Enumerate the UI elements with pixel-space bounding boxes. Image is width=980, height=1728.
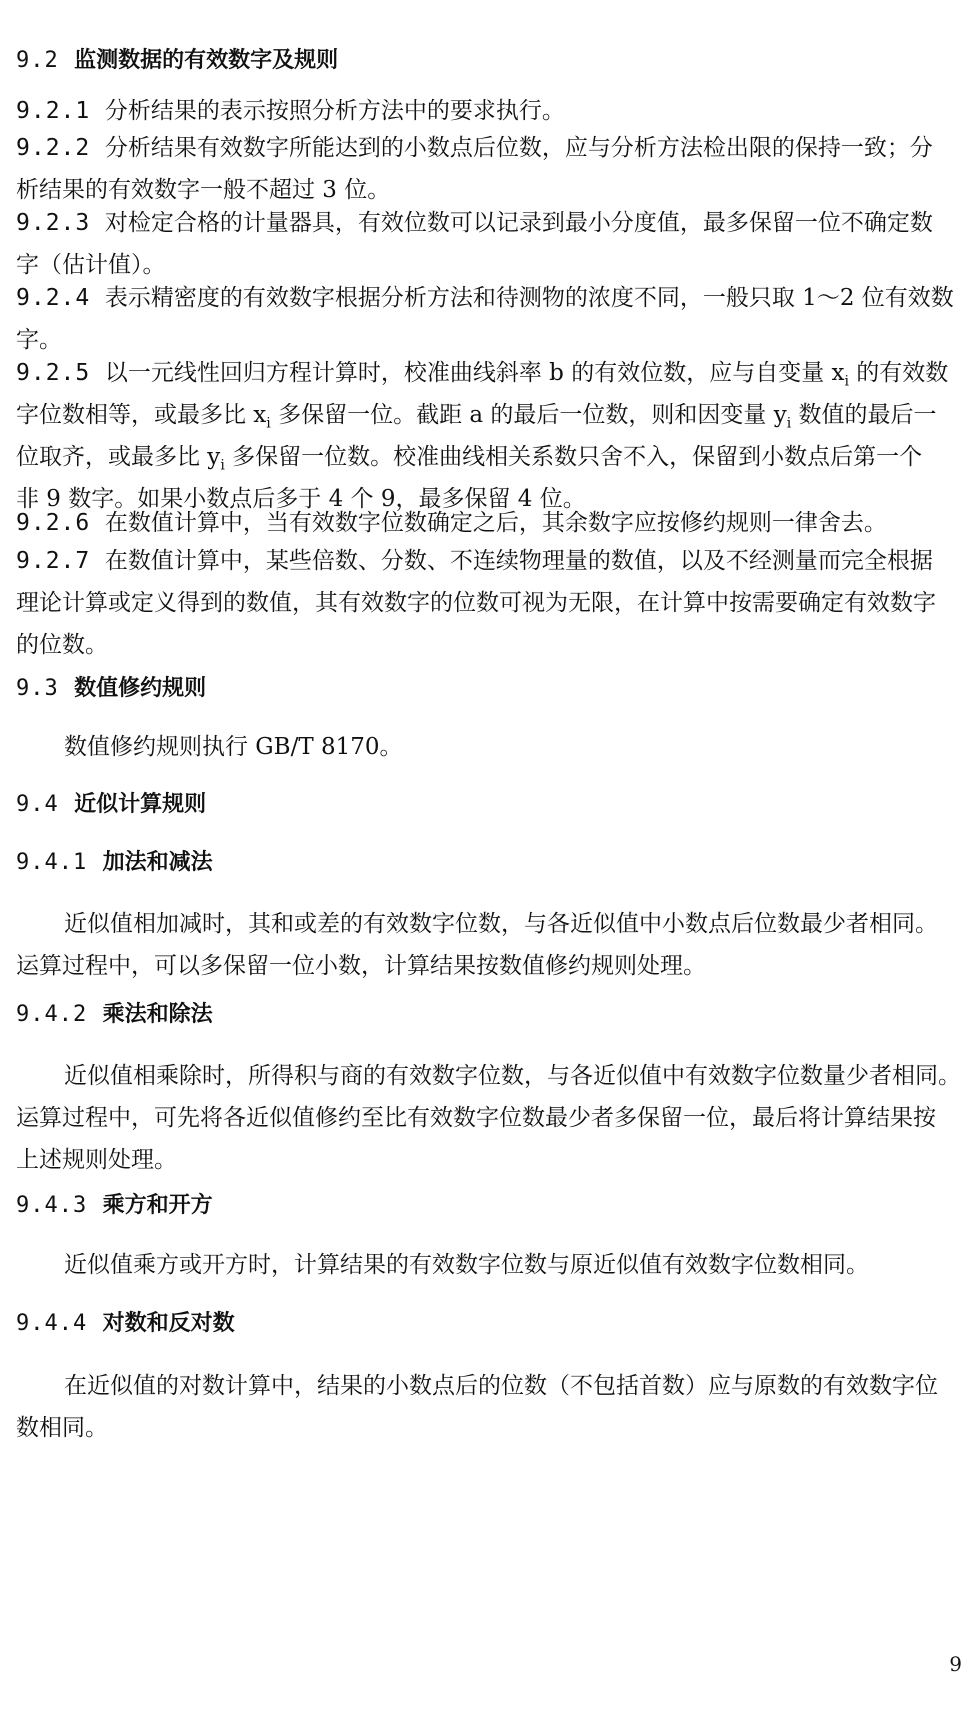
- section-9-3: [16, 668, 972, 710]
- paragraph-line: 数值修约规则执行 GB/T 8170。: [64, 734, 403, 760]
- section-9-4-2: [16, 994, 972, 1036]
- heading-9-4-2: 9.4.2 乘法和除法: [16, 1002, 213, 1027]
- section-9-4-3: [16, 1185, 972, 1227]
- section-9-4: [16, 784, 972, 826]
- paragraph-9-3: [16, 726, 972, 768]
- clause-9-2-5: [16, 352, 972, 520]
- clause-9-2-3: [16, 202, 972, 286]
- clause-line: 9.2.7 在数值计算中，某些倍数、分数、不连续物理量的数值，以及不经测量而完全根据: [16, 548, 933, 574]
- paragraph-line: 近似值相加减时，其和或差的有效数字位数，与各近似值中小数点后位数最少者相同。: [64, 911, 938, 937]
- clause-line: 9.2.4 表示精密度的有效数字根据分析方法和待测物的浓度不同，一般只取 1～2 位有效数: [16, 285, 954, 311]
- clause-line: 的位数。: [16, 632, 108, 658]
- paragraph-line: 近似值相乘除时，所得积与商的有效数字位数，与各近似值中有效数字位数量少者相同。: [64, 1063, 961, 1089]
- heading-9-2: 9.2 监测数据的有效数字及规则: [16, 48, 339, 73]
- clause-line: 9.2.5 以一元线性回归方程计算时，校准曲线斜率 b 的有效位数，应与自变量 $x_i$ 的有效数: [16, 360, 949, 390]
- clause-9-2-1: [16, 90, 972, 132]
- clause-line: 理论计算或定义得到的数值，其有效数字的位数可视为无限，在计算中按需要确定有效数字: [16, 590, 936, 616]
- section-9-4-1: [16, 842, 972, 884]
- clause-line: 析结果的有效数字一般不超过 3 位。: [16, 177, 391, 203]
- clause-line: 字（估计值）。: [16, 252, 166, 278]
- clause-9-2-6: [16, 502, 972, 544]
- paragraph-line: 上述规则处理。: [16, 1147, 177, 1173]
- page-number: 9: [949, 1652, 962, 1676]
- heading-9-4: 9.4 近似计算规则: [16, 792, 207, 817]
- section-9-4-4: [16, 1303, 972, 1345]
- clause-line: 9.2.3 对检定合格的计量器具，有效位数可以记录到最小分度值，最多保留一位不确定数: [16, 210, 933, 236]
- clause-9-2-2: [16, 127, 972, 211]
- paragraph-line: 数相同。: [16, 1415, 108, 1441]
- paragraph-line: 运算过程中，可以多保留一位小数，计算结果按数值修约规则处理。: [16, 953, 706, 979]
- heading-9-4-1: 9.4.1 加法和减法: [16, 850, 213, 875]
- paragraph-line: 运算过程中，可先将各近似值修约至比有效数字位数最少者多保留一位，最后将计算结果按: [16, 1105, 936, 1131]
- paragraph-line: 近似值乘方或开方时，计算结果的有效数字位数与原近似值有效数字位数相同。: [64, 1252, 869, 1278]
- paragraph-9-4-3: [16, 1244, 972, 1286]
- paragraph-9-4-4: [16, 1365, 972, 1449]
- clause-line: 9.2.1 分析结果的表示按照分析方法中的要求执行。: [16, 98, 565, 124]
- clause-line: 9.2.6 在数值计算中，当有效数字位数确定之后，其余数字应按修约规则一律舍去。: [16, 510, 887, 536]
- heading-9-4-3: 9.4.3 乘方和开方: [16, 1193, 213, 1218]
- heading-9-3: 9.3 数值修约规则: [16, 676, 207, 701]
- paragraph-9-4-2: [16, 1055, 972, 1181]
- clause-line: 字位数相等，或最多比 $x_i$ 多保留一位。截距 a 的最后一位数，则和因变量 $y_i$ 数值的最后一: [16, 402, 937, 432]
- paragraph-line: 在近似值的对数计算中，结果的小数点后的位数（不包括首数）应与原数的有效数字位: [64, 1373, 938, 1399]
- section-9-2: [16, 40, 972, 82]
- clause-9-2-7: [16, 540, 972, 666]
- clause-line: 非 9 数字。如果小数点后多于 4 个 9，最多保留 4 位。: [16, 486, 586, 512]
- clause-line: 9.2.2 分析结果有效数字所能达到的小数点后位数，应与分析方法检出限的保持一致；分: [16, 135, 933, 161]
- heading-9-4-4: 9.4.4 对数和反对数: [16, 1311, 235, 1336]
- clause-9-2-4: [16, 277, 972, 361]
- paragraph-9-4-1: [16, 903, 972, 987]
- clause-line: 位取齐，或最多比 $y_i$ 多保留一位数。校准曲线相关系数只舍不入，保留到小数点后第一个: [16, 444, 923, 474]
- clause-line: 字。: [16, 327, 62, 353]
